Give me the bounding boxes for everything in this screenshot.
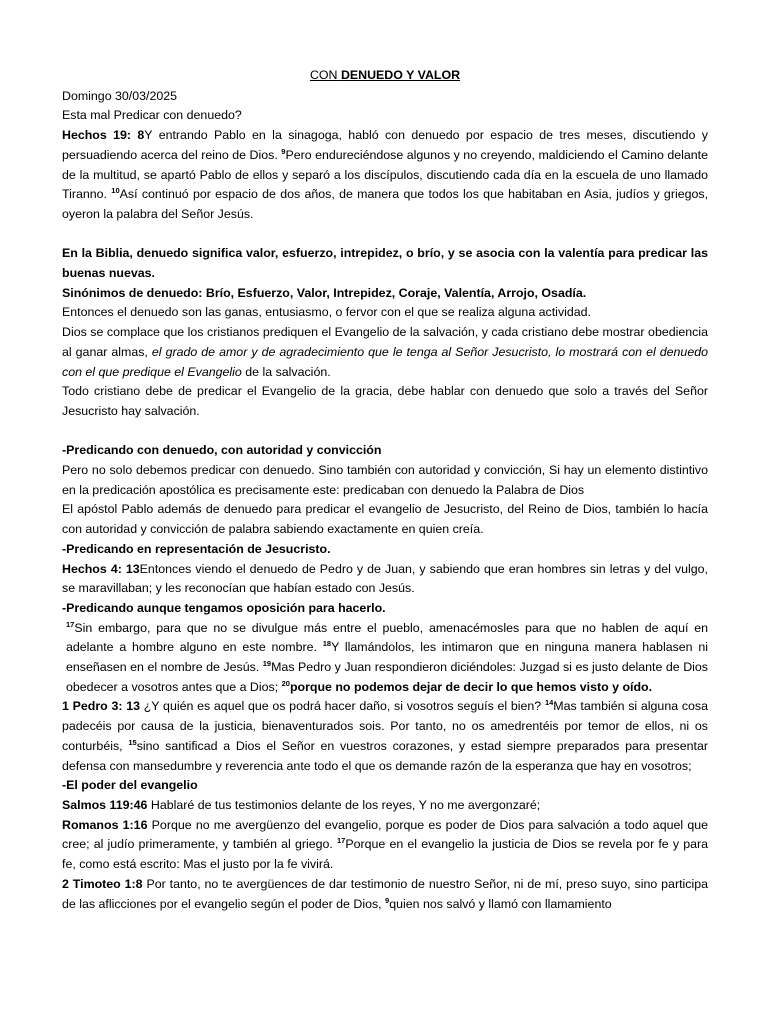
document-title: CON DENUEDO Y VALOR <box>309 68 461 82</box>
paragraph-todo-cristiano: Todo cristiano debe de predicar el Evangelio de la gracia, debe hablar con denuedo que solo a través del Señor Jesucristo hay salvación. <box>62 384 708 418</box>
section-heading-representacion: -Predicando en representación de Jesucristo. <box>62 541 331 556</box>
spacer <box>62 225 708 245</box>
synonyms-line: Sinónimos de denuedo: Brío, Esfuerzo, Valor, Intrepidez, Coraje, Valentía, Arrojo, Osadía. <box>62 285 587 300</box>
paragraph-salmos: Salmos 119:46 Hablaré de tus testimonios delante de los reyes, Y no me avergonzaré; <box>62 797 541 812</box>
verse-reference: Romanos 1:16 <box>62 817 148 832</box>
verse-reference: Salmos 119:46 <box>62 797 148 812</box>
paragraph-apostol-pablo: El apóstol Pablo además de denuedo para predicar el evangelio de Jesucristo, del Reino de Dios, también lo hacía con autoridad y convicción de palabra sabiendo exactamente en quien creía. <box>62 502 708 537</box>
verse-reference: 2 Timoteo 1:8 <box>62 876 143 891</box>
paragraph-hechos-19: Hechos 19: 8Y entrando Pablo en la sinagoga, habló con denuedo por espacio de tres meses, discutiendo y persuadiendo acerca del reino de Dios. $^9$Pero endureciéndose algunos y no creyendo, maldiciendo el Camino delante de la multitud, se apartó Pablo de ellos y separó a los discípulos, discutiendo cada día en la escuela de uno llamado Tiranno. $^{10}$Así continuó por espacio de dos años, de manera que todos los que habitaban en Asia, judíos y griegos, oyeron la palabra del Señor Jesús. <box>62 128 709 221</box>
question-line: Esta mal Predicar con denuedo? <box>62 108 242 123</box>
spacer <box>62 422 708 442</box>
paragraph-2-timoteo: 2 Timoteo 1:8 Por tanto, no te avergüences de dar testimonio de nuestro Señor, ni de mí, preso suyo, sino participa de las aflicciones por el evangelio según el poder de Dios, $^9$quien nos salvó y llamó con llamamiento <box>62 876 708 911</box>
verse-reference: Hechos 19: 8 <box>62 128 145 143</box>
verse-reference: 1 Pedro 3: 13 <box>62 699 140 714</box>
section-heading-autoridad: -Predicando con denuedo, con autoridad y convicción <box>62 443 382 458</box>
paragraph-romanos: Romanos 1:16 Porque no me avergüenzo del evangelio, porque es poder de Dios para salvación a todo aquel que cree; al judío primeramente, y también al griego. $^{17}$Porque en el evangelio la justicia de Dios se revela por fe y para fe, como está escrito: Mas el justo por la fe vivirá. <box>62 817 708 872</box>
section-heading-oposicion: -Predicando aunque tengamos oposición para hacerlo. <box>62 600 386 615</box>
paragraph-entusiasmo: Entonces el denuedo son las ganas, entusiasmo, o fervor con el que se realiza alguna actividad. <box>62 305 592 320</box>
verse-reference: Hechos 4: 13 <box>62 561 140 576</box>
date-line: Domingo 30/03/2025 <box>62 88 178 103</box>
paragraph-dios-se-complace: Dios se complace que los cristianos prediquen el Evangelio de la salvación, y cada cristiano debe mostrar obediencia al ganar almas, el grado de amor y de agradecimiento que le tenga al Señor Jesucristo, lo mostrará con el denuedo con el que predique el Evangelio de la salvación. <box>62 325 708 379</box>
paragraph-hechos-4-17: $^{17}$Sin embargo, para que no se divulgue más entre el pueblo, amenacémosles para que no hablen de aquí en adelante a hombre alguno en este nombre. $^{18}$Y llamándolos, les intimaron que en ninguna manera hablasen ni enseñasen en el nombre de Jesús. $^{19}$Mas Pedro y Juan respondieron diciéndoles: Juzgad si es justo delante de Dios obedecer a vosotros antes que a Dios; $^{20}$porque no podemos dejar de decir lo que hemos visto y oído. <box>66 619 708 694</box>
paragraph-pero-no-solo: Pero no solo debemos predicar con denuedo. Sino también con autoridad y convicción, Si hay un elemento distintivo en la predicación apostólica es precisamente este: predicaban con denuedo la Palabra de Dios <box>62 463 708 497</box>
definition-paragraph: En la Biblia, denuedo significa valor, esfuerzo, intrepidez, o brío, y se asocia con la valentía para predicar las buenas nuevas. <box>62 246 708 281</box>
paragraph-1-pedro: 1 Pedro 3: 13 ¿Y quién es aquel que os podrá hacer daño, si vosotros seguís el bien? $^{14}$Mas también si alguna cosa padecéis por causa de la justicia, bienaventurados sois. Por tanto, no os amedrentéis por temor de ellos, ni os conturbéis, $^{15}$sino santificad a Dios el Señor en vuestros corazones, y estad siempre preparados para presentar defensa con mansedumbre y reverencia ante todo el que os demande razón de la esperanza que hay en vosotros; <box>62 698 709 773</box>
section-heading-poder: -El poder del evangelio <box>62 778 198 793</box>
paragraph-hechos-4: Hechos 4: 13Entonces viendo el denuedo de Pedro y de Juan, y sabiendo que eran hombres sin letras y del vulgo, se maravillaban; y les reconocían que habían estado con Jesús. <box>62 561 708 596</box>
